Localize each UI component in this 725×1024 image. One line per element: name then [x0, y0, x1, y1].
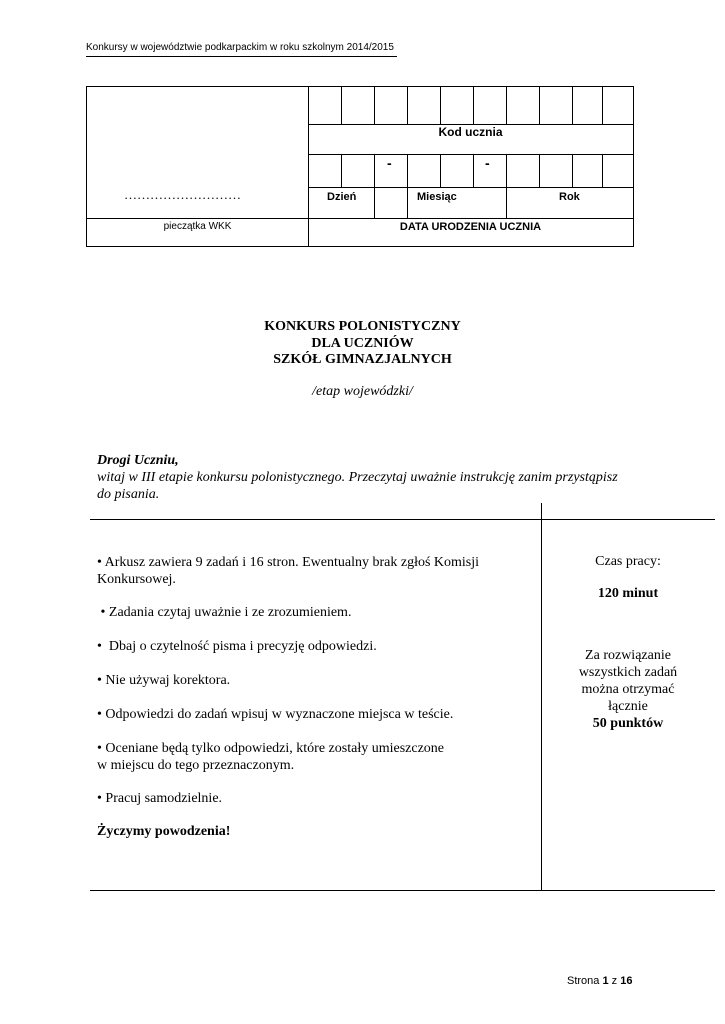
time-value: 120 minut — [597, 586, 659, 601]
month-label: Miesiąc — [417, 191, 457, 203]
box-rule-2 — [308, 154, 633, 155]
header-rule — [86, 56, 397, 57]
date-cell-divider — [440, 154, 441, 187]
title-line-1: KONKURS POLONISTYCZNY — [264, 319, 461, 334]
date-dash-1: - — [387, 155, 392, 171]
instructions-column-divider — [541, 503, 542, 890]
instruction-3: • Dbaj o czytelność pisma i precyzję odpowiedzi. — [97, 639, 377, 654]
greeting: Drogi Uczniu, — [97, 453, 179, 468]
footer-separator: z — [608, 975, 621, 987]
points-value: 50 punktów — [592, 716, 664, 731]
instruction-4: • Nie używaj korektora. — [97, 673, 231, 688]
day-label: Dzień — [327, 191, 357, 203]
time-label: Czas pracy: — [595, 554, 661, 569]
code-cell-divider — [374, 87, 375, 124]
date-dash-2: - — [485, 155, 490, 171]
instruction-6-line-2: w miejscu do tego przeznaczonym. — [97, 758, 295, 773]
total-pages: 16 — [620, 975, 633, 987]
good-luck-wish: Życzymy powodzenia! — [97, 824, 231, 839]
code-cell-divider — [440, 87, 441, 124]
points-line-1: Za rozwiązanie — [585, 648, 671, 663]
code-cell-divider — [539, 87, 540, 124]
date-cell-divider — [473, 154, 474, 187]
date-cell-divider — [374, 154, 375, 218]
stamp-label: pieczątka WKK — [163, 221, 232, 232]
points-line-4: łącznie — [608, 699, 648, 714]
current-page: 1 — [602, 975, 609, 987]
student-info-box — [86, 86, 634, 247]
instructions-bottom-rule — [90, 890, 715, 891]
instruction-2: • Zadania czytaj uważnie i ze zrozumieniem. — [97, 605, 352, 620]
title-line-2: DLA UCZNIÓW — [311, 336, 414, 351]
intro-line-2: do pisania. — [97, 487, 160, 502]
contest-stage: /etap wojewódzki/ — [312, 384, 413, 399]
instruction-6-line-1: • Oceniane będą tylko odpowiedzi, które zostały umieszczone — [97, 741, 444, 756]
instruction-1-line-2: Konkursowej. — [97, 572, 176, 587]
header-text: Konkursy w województwie podkarpackim w roku szkolnym 2014/2015 — [86, 42, 394, 53]
code-cell-divider — [506, 87, 507, 124]
code-cell-divider — [473, 87, 474, 124]
student-code-label: Kod ucznia — [438, 125, 503, 139]
instructions-top-rule — [90, 519, 715, 520]
points-line-3: można otrzymać — [581, 682, 675, 697]
instruction-1-line-1: • Arkusz zawiera 9 zadań i 16 stron. Ewentualny brak zgłoś Komisji — [97, 555, 480, 570]
date-cell-divider — [506, 154, 507, 218]
code-cell-divider — [407, 87, 408, 124]
signature-dots: ……………………… — [124, 187, 241, 202]
title-line-3: SZKÓŁ GIMNAZJALNYCH — [273, 352, 452, 367]
instruction-7: • Pracuj samodzielnie. — [97, 791, 223, 806]
box-rule-4 — [87, 218, 633, 219]
year-label: Rok — [559, 191, 580, 203]
date-cell-divider — [572, 154, 573, 187]
birth-date-label: DATA URODZENIA UCZNIA — [399, 221, 542, 233]
intro-line-1: witaj w III etapie konkursu polonistycznego. Przeczytaj uważnie instrukcję zanim przystąpisz — [97, 470, 618, 485]
points-line-2: wszystkich zadań — [578, 665, 678, 680]
date-cell-divider — [341, 154, 342, 187]
code-cell-divider — [341, 87, 342, 124]
code-cell-divider — [602, 87, 603, 124]
box-rule-3 — [308, 187, 633, 188]
page-footer — [567, 975, 632, 987]
date-cell-divider — [602, 154, 603, 187]
instruction-5: • Odpowiedzi do zadań wpisuj w wyznaczone miejsca w teście. — [97, 707, 454, 722]
code-cell-divider — [572, 87, 573, 124]
footer-prefix: Strona — [567, 975, 603, 987]
date-cell-divider — [539, 154, 540, 187]
date-cell-divider — [407, 154, 408, 218]
